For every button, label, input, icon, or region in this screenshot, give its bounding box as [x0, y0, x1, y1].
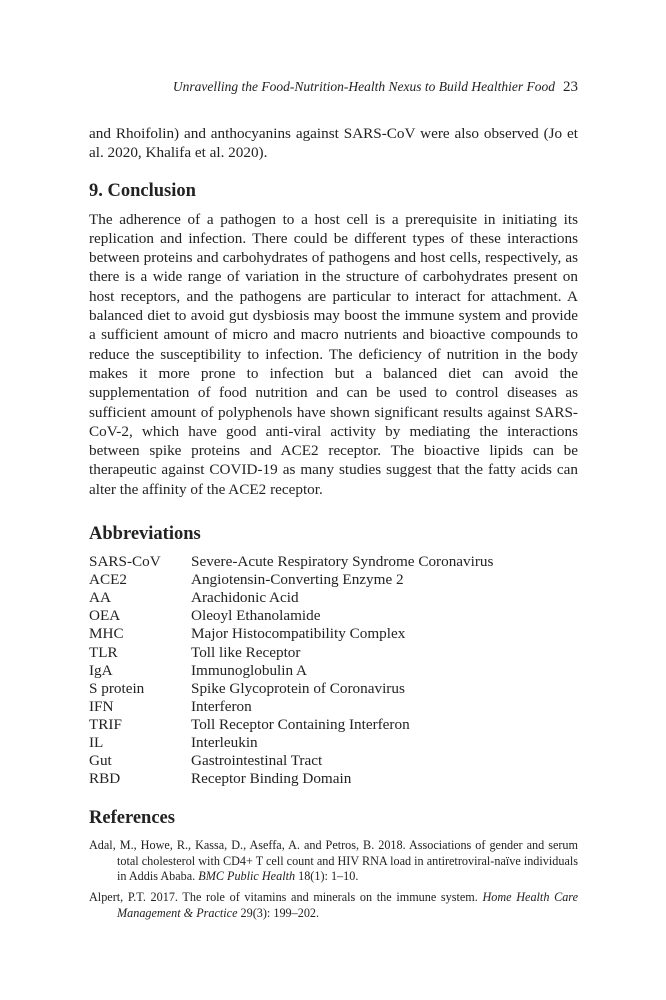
abbreviation-definition: Gastrointestinal Tract	[191, 752, 323, 770]
abbreviation-term: Gut	[89, 752, 112, 770]
abbreviation-term: SARS-CoV	[89, 553, 161, 571]
abbreviations-heading: Abbreviations	[89, 524, 201, 545]
abbreviation-row	[89, 662, 493, 680]
abbreviation-row	[89, 644, 493, 662]
abbreviation-row	[89, 716, 493, 734]
conclusion-paragraph: The adherence of a pathogen to a host cell is a prerequisite in initiating its replication and infection. There could be different types of these interactions between proteins and carbohydrates of pathogens and host cells, respectively, as there is a wide range of variation in the structure of carbohydrates present on host receptors, and the pathogens are particular to interact for attachment. A balanced diet to avoid gut dysbiosis may boost the immune system and provide a sufficient amount of micro and macro nutrients and bioactive compounds to reduce the susceptibility to infection. The deficiency of nutrition in the body makes it more prone to infection but a balanced diet can avoid the supplementation of food nutrition and can be used to control diseases as sufficient amount of polyphenols have shown significant results against SARS-CoV-2, which have good anti-viral activity by mediating the interactions between spike proteins and ACE2 receptor. The bioactive lipids can be therapeutic against COVID-19 as many studies suggest that the fatty acids can alter the affinity of the ACE2 receptor.	[89, 210, 578, 498]
abbreviation-term: ACE2	[89, 571, 127, 589]
abbreviation-term: S protein	[89, 679, 145, 697]
conclusion-heading: 9. Conclusion	[89, 180, 196, 201]
abbreviation-term: MHC	[89, 625, 124, 643]
abbreviation-definition: Arachidonic Acid	[191, 589, 299, 607]
abbreviation-definition: Major Histocompatibility Complex	[191, 625, 406, 643]
abbreviation-definition: Toll like Receptor	[191, 643, 301, 661]
abbreviation-definition: Toll Receptor Containing Interferon	[191, 715, 410, 733]
book-page	[89, 76, 578, 927]
reference-journal: Home Health Care Management & Practice	[117, 890, 578, 920]
abbreviation-definition: Interferon	[191, 697, 252, 715]
abbreviation-row	[89, 752, 493, 770]
reference-item	[89, 838, 578, 884]
running-title: Unravelling the Food-Nutrition-Health Nexus to Build Healthier Food	[172, 79, 555, 94]
references-heading: References	[89, 808, 175, 829]
abbreviation-row	[89, 680, 493, 698]
abbreviation-term: OEA	[89, 607, 121, 625]
abbreviation-definition: Immunoglobulin A	[191, 661, 308, 679]
abbreviation-row	[89, 571, 493, 589]
abbreviation-term: TRIF	[89, 715, 122, 733]
reference-volume-pages: 18(1): 1–10.	[295, 869, 359, 884]
intro-paragraph: and Rhoifolin) and anthocyanins against SARS-CoV were also observed (Jo et al. 2020, Khalifa et al. 2020).	[89, 125, 578, 162]
abbreviation-definition: Receptor Binding Domain	[191, 770, 352, 788]
abbreviation-row	[89, 625, 493, 643]
abbreviation-row	[89, 770, 493, 788]
abbreviations-table	[89, 553, 493, 788]
reference-volume-pages: 29(3): 199–202.	[237, 905, 320, 920]
running-head	[89, 76, 578, 98]
reference-list	[89, 838, 578, 921]
reference-text: Alpert, P.T. 2017. The role of vitamins and minerals on the immune system.	[89, 890, 483, 905]
abbreviation-term: AA	[89, 589, 111, 607]
abbreviation-row	[89, 589, 493, 607]
abbreviation-definition: Spike Glycoprotein of Coronavirus	[191, 679, 405, 697]
reference-text: Adal, M., Howe, R., Kassa, D., Aseffa, A. and Petros, B. 2018. Associations of gender and serum total cholesterol with CD4+ T cell count and HIV RNA load in antiretroviral-naïve individuals in Addis Ababa.	[89, 838, 578, 884]
abbreviation-row	[89, 698, 493, 716]
abbreviation-row	[89, 734, 493, 752]
abbreviation-definition: Interleukin	[191, 733, 258, 751]
abbreviation-definition: Angiotensin-Converting Enzyme 2	[191, 571, 404, 589]
abbreviation-term: IgA	[89, 661, 113, 679]
abbreviation-term: IFN	[89, 697, 114, 715]
page-number: 23	[563, 79, 578, 95]
abbreviation-row	[89, 607, 493, 625]
abbreviation-definition: Severe-Acute Respiratory Syndrome Coronavirus	[191, 553, 494, 571]
abbreviation-row	[89, 553, 493, 571]
reference-item	[89, 890, 578, 921]
abbreviation-term: RBD	[89, 770, 121, 788]
abbreviation-term: IL	[89, 733, 104, 751]
abbreviation-term: TLR	[89, 643, 118, 661]
reference-journal: BMC Public Health	[198, 869, 296, 884]
abbreviation-definition: Oleoyl Ethanolamide	[191, 607, 321, 625]
